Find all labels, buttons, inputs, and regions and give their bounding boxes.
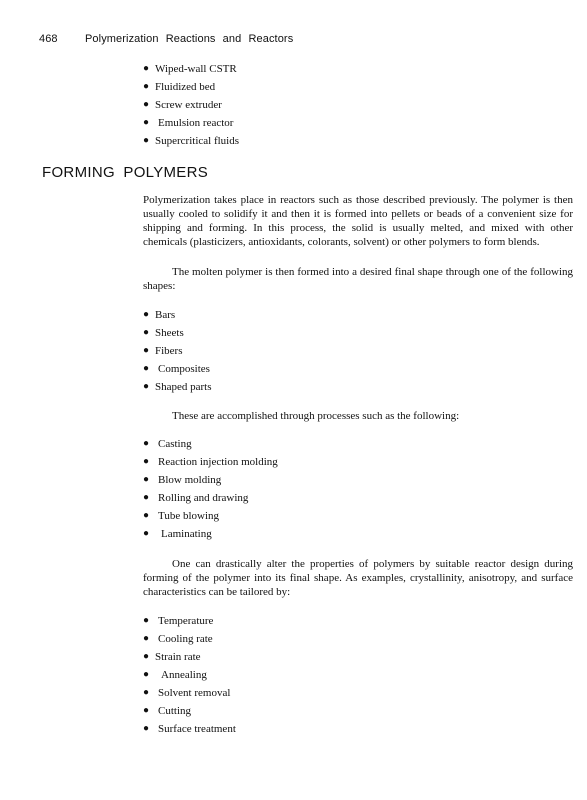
list-item-text: Sheets — [155, 327, 184, 339]
bullet-icon: ● — [143, 135, 150, 146]
bullet-icon: ● — [143, 456, 150, 467]
bullet-icon: ● — [143, 492, 150, 503]
paragraph-intro: Polymerization takes place in reactors such as those described previously. The polymer is then usually cooled to solidify it and then it is formed into pellets or beads of a convenient size for shipping and forming. In this process, the solid is usually melted, and mixed with other chemicals (plasticizers, antioxidants, colorants, solvent) or other polymers to form blends. — [143, 194, 573, 248]
bullet-icon: ● — [143, 510, 150, 521]
bullet-icon: ● — [143, 651, 150, 662]
list-item-text: Tube blowing — [158, 510, 220, 522]
list-item-text: Casting — [158, 438, 192, 450]
bullet-icon: ● — [143, 117, 150, 128]
bullet-icon: ● — [143, 633, 150, 644]
list-item-text: Composites — [158, 363, 210, 375]
bullet-icon: ● — [143, 381, 150, 392]
running-title: Polymerization Reactions and Reactors — [85, 33, 294, 45]
bullet-icon: ● — [143, 474, 150, 485]
paragraph-processes: These are accomplished through processes such as the following: — [172, 410, 460, 422]
list-item-text: Annealing — [161, 669, 207, 681]
list-item-text: Rolling and drawing — [158, 492, 249, 504]
list-item-text: Shaped parts — [155, 381, 212, 393]
bullet-icon: ● — [143, 363, 150, 374]
bullet-icon: ● — [143, 723, 150, 734]
list-item-text: Solvent removal — [158, 687, 231, 699]
list-item-text: Screw extruder — [155, 99, 222, 111]
bullet-icon: ● — [143, 81, 150, 92]
bullet-icon: ● — [143, 669, 150, 680]
list-item-text: Strain rate — [155, 651, 201, 663]
list-item-text: Blow molding — [158, 474, 222, 486]
bullet-icon: ● — [143, 99, 150, 110]
paragraph-shapes: The molten polymer is then formed into a desired final shape through one of the following shapes: — [143, 266, 573, 292]
page-number: 468 — [39, 33, 58, 45]
bullet-icon: ● — [143, 327, 150, 338]
list-item-text: Reaction injection molding — [158, 456, 278, 468]
bullet-icon: ● — [143, 438, 150, 449]
list-item-text: Fluidized bed — [155, 81, 216, 93]
bullet-icon: ● — [143, 705, 150, 716]
list-item-text: Laminating — [161, 528, 212, 540]
bullet-icon: ● — [143, 615, 150, 626]
section-title: FORMING POLYMERS — [42, 164, 209, 181]
list-item-text: Wiped-wall CSTR — [155, 63, 237, 75]
bullet-icon: ● — [143, 309, 150, 320]
list-item-text: Cutting — [158, 705, 192, 717]
list-item-text: Bars — [155, 309, 176, 321]
list-item-text: Emulsion reactor — [158, 117, 234, 129]
list-item-text: Supercritical fluids — [155, 135, 240, 147]
bullet-icon: ● — [143, 528, 150, 539]
list-item-text: Temperature — [158, 615, 214, 627]
paragraph-tailoring: One can drastically alter the properties of polymers by suitable reactor design during forming of the polymer into its final shape. As examples, crystallinity, anisotropy, and surface characteristics can be tailored by: — [143, 558, 573, 598]
list-item-text: Cooling rate — [158, 633, 213, 645]
list-item-text: Fibers — [155, 345, 183, 357]
bullet-icon: ● — [143, 687, 150, 698]
list-item-text: Surface treatment — [158, 723, 236, 735]
bullet-icon: ● — [143, 63, 150, 74]
bullet-icon: ● — [143, 345, 150, 356]
